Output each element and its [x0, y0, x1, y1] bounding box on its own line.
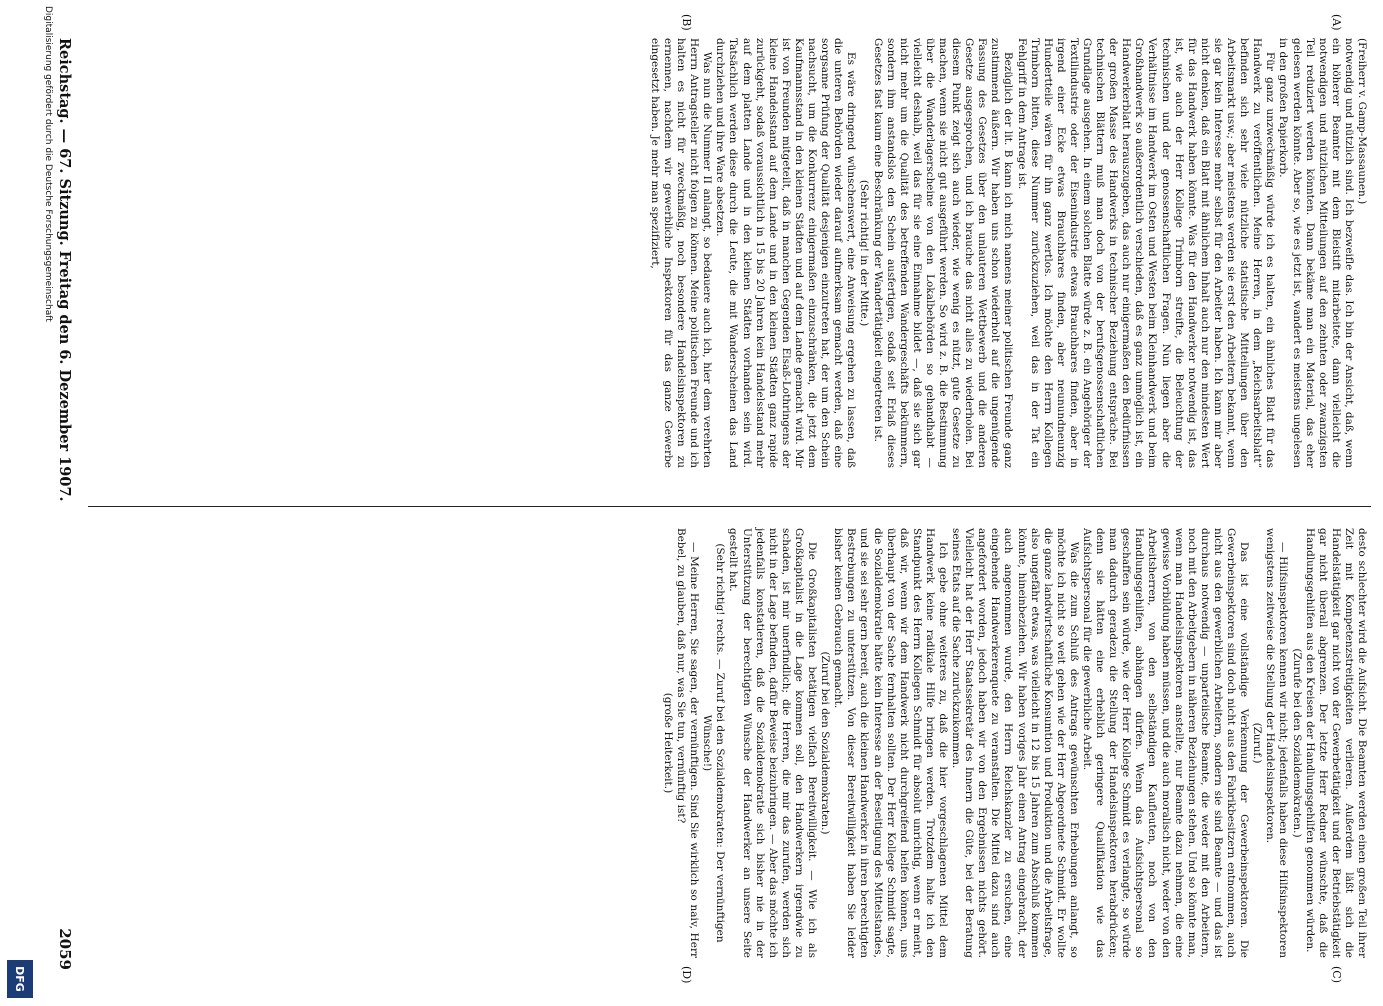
left-column — [88, 38, 1368, 468]
interjection: (Sehr richtig! in der Mitte.) — [858, 179, 871, 327]
paragraph: Für ganz unzweckmäßig würde ich es halten, ein ähnliches Blatt für das Handwerk zu veröffentlichen. Meine Herren, in dem „Reichsarbeitsblatt“ befinden sich sehr viele nützliche statistische Mitteilungen über den Arbeitsmarkt usw.; aber meistens werden sie erst den Arbeitern bekannt, wenn sie gar kein Interesse mehr selbst für den Arbeiter haben. Ich kann mir aber nicht denken, daß ein Blatt mit ähnlichem Inhalt auch nur den mindesten Wert für das Handwerk haben könnte. Was für den Handwerker notwendig ist, das ist, wie auch der Herr Kollege Trimborn streifte, die Beleuchtung der technischen und der genossenschaftlichen Fragen. Nun liegen aber die Verhältnisse im Handwerk im Osten und Westen beim Kleinhandwerk und beim Großhandwerk so außerordentlich verschieden, daß es ganz unmöglich ist, ein Handwerkerblatt herauszugeben, das auch nur einigermaßen den Bedürfnissen der großen Masse des Handwerks in technischer Beziehung entspräche. Bei technischen Blättern muß man doch von der berufsgenossenschaftlichen Grundlage ausgehen. In einem solchen Blatte würde z. B. ein Angehöriger der Textilindustrie oder der Eisenindustrie etwas Brauchbares finden, aber in irgend einer Ecke etwas Brauchbares finden, aber neunundneunzig Hundertteile wären für ihn ganz wertlos. Ich möchte den Herrn Kollegen Trimborn bitten, diese Nummer zurückzuziehen, weil das in der Tat ein Fehlgriff in dem Antrage ist. — [1015, 38, 1277, 468]
paragraph: Es wäre dringend wünschenswert, eine Anweisung ergehen zu lassen, daß die unteren Behörden wieder darauf aufmerksam gemacht werden, daß eine sorgsame Prüfung der Qualität desjenigen einzutreten hat, der um den Schein nachsucht, um die Konkurrenz einigermaßen einzuschränken, die jetzt dem Kaufmannsstand in den kleinen Städten und auf dem Lande gemacht wird. Mir ist von Freunden mitgeteilt, daß in manchen Gegenden Elsaß-Lothringens der kleine Handelsstand auf dem Lande und in den kleinen Städten ganz rapide zurückgeht, sodaß voraussichtlich in 15 bis 20 Jahren kein Handelsstand mehr auf dem platten Lande und in den kleinen Städten vorhanden sein wird. Tatsächlich werden diese durch die Leute, die mit Wanderscheinen das Land durchziehen und ihre Ware absetzen. — [714, 38, 858, 468]
interjection: (Sehr richtig! rechts. — Zuruf bei den Sozialdemokraten: Der vernünftigen Wünsche!) — [701, 543, 727, 943]
margin-marker-d: (D) — [680, 966, 693, 984]
margin-marker-a: (A) — [1330, 14, 1343, 31]
paragraph: Was nun die Nummer II anlangt, so bedauere auch ich, hier dem verehrten Herrn Antragsteller nicht folgen zu können. Meine politischen Freunde und ich halten es nicht für zweckmäßig, noch besondere Handelsinspektoren zu ernennen, nachdem wir gewerbliche Inspektoren für das ganze Gewerbe eingesetzt haben. Je mehr man spezifiziert, — [648, 38, 714, 468]
paragraph: — Hilfsinspektoren kennen wir nicht; jedenfalls haben diese Hilfsinspektoren wenigstens zeitweise die Stellung der Handelsinspektoren. — [1264, 528, 1290, 958]
paragraph: Die Großkapitalisten betätigen vielfach Bereitwilligkeit. — Wie ich als Großkapitalist in die Lage kommen soll, den Handwerkern irgendwie zu schaden, ist mir unerfindlich; die Herren, die mir das zurufen, werden sich nicht in der Lage befinden, dafür Beweise beizubringen. — Aber das möchte ich jedenfalls konstatieren, daß die Sozialdemokratie sich bisher nie in der Unterstützung der berechtigten Wünsche der Handwerker an unsere Seite gestellt hat. — [727, 528, 819, 958]
paragraph: Ich gebe ohne weiteres zu, daß die hier vorgeschlagenen Mittel dem Handwerk keine radikale Hilfe bringen werden. Trotzdem halte ich den Standpunkt des Herrn Kollegen Schmidt für absolut unrichtig, wenn er meint, daß wir, wenn wir dem Handwerk nicht durchgreifend helfen können, uns überhaupt von der Sache fernhalten sollten. Der Herr Kollege Schmidt sagte, die Sozialdemokratie hätte kein Interesse an der Beseitigung des Mittelstandes, und sie sei sehr gern bereit, auch die kleinen Handwerker in ihren berechtigten Bestrebungen zu unterstützen. Von dieser Bereitwilligkeit haben Sie leider bisher keinen Gebrauch gemacht. — [832, 528, 949, 958]
interjection: (große Heiterkeit.) — [662, 692, 675, 794]
margin-marker-b: (B) — [680, 14, 693, 31]
paragraph: Das ist eine vollständige Verkennung der Gewerbeinspektoren. Die Gewerbeinspektoren sind doch nicht aus den Fabrikbesitzern entnommen, auch nicht aus den gewerblichen Arbeitern, sondern sie sind Beamte — und das ist durchaus notwendig — unparteiische Beamte, die weder mit den Arbeitern, noch mit den Arbeitgebern in näheren Beziehungen stehen. Und so könnte man, wenn man Handelsinspektoren anstellte, nur Beamte dazu nehmen, die eine gewisse Vorbildung haben müssen, und die auch moralisch nicht, weder von den Arbeitsherren, von den selbständigen Kaufleuten, noch von den Handlungsgehilfen, abhängen dürfen. Wenn das Aufsichtspersonal so geschaffen sein würde, wie der Herr Kollege Schmidt es verlangte, so würde man dadurch geradezu die Stellung der Handelsinspektoren herabdrücken; denn sie hätten eine erheblich geringere Qualifikation wie das Aufsichtspersonal für die gewerbliche Arbeit. — [1081, 528, 1251, 958]
dfg-logo: DFG — [7, 960, 33, 998]
interjection: (Zurufe bei den Sozialdemokraten.) — [1290, 648, 1303, 838]
paragraph: notwendig und nützlich sind. Ich bezweifle das. Ich bin der Ansicht, daß, wenn ein höherer Beamter mit dem Bleistift mitarbeitete, dann vielleicht die notwendigen und nützlichen Mitteilungen auf den zehnten oder zwanzigsten Teil reduziert werden könnten. Dann bekäme man ein Material, das eher gelesen werden könnte. Aber so, wie es jetzt ist, wandert es meistens ungelesen in den großen Papierkorb. — [1277, 38, 1355, 468]
paragraph: (Freiherr v. Gamp-Massaunen.) — [1356, 38, 1368, 205]
paragraph: Was die zum Schluß des Antrags gewünschten Erhebungen anlangt, so möchte ich nicht so weit gehen wie der Herr Abgeordnete Schmidt. Er wollte die ganze landwirtschaftliche Konsumtion und Produktion und die Arbeitsfrage, also ungefähr etwas, was vielleicht in 12 bis 15 Jahren zum Abschluß kommen könnte, hineinbeziehen. Wir haben voriges Jahr einen Antrag eingebracht, der auch angenommen wurde, den Herrn Reichskanzler zu ersuchen, eine eingehende Handwerkerenquete zu veranstalten. Die Mittel dazu sind auch angefordert worden, jedoch haben wir von den Ergebnissen nichts gehört. Vielleicht hat der Herr Staatssekretär des Innern die Güte, bei der Beratung seines Etats auf die Sache zurückzukommen. — [950, 528, 1080, 958]
interjection: (Zuruf bei den Sozialdemokraten.) — [819, 651, 832, 835]
margin-marker-c: (C) — [1330, 966, 1343, 983]
interjection: (Zuruf.) — [1251, 722, 1264, 764]
paragraph: desto schlechter wird die Aufsicht. Die Beamten werden einen großen Teil ihrer Zeit mit Kompetenzstreitigkeiten verlieren. Außerdem läßt sich die Handelstätigkeit gar nicht von der Gewerbetätigkeit und der Betriebstätigkeit gar nicht überall abgrenzen. Der letzte Herr Redner wünschte, daß die Handlungsgehilfen aus den Kreisen der Handlungsgehilfen genommen würden. — [1303, 528, 1368, 958]
paragraph: — Meine Herren, Sie sagen, der vernünftigen. Sind Sie wirklich so naiv, Herr Bebel, zu glauben, daß nur, was Sie tun, vernünftig ist? — [675, 528, 701, 958]
page-header — [53, 38, 77, 970]
header-title: Reichstag. — 67. Sitzung. Freitag den 6. Dezember 1907. — [56, 38, 74, 502]
page-number: 2059 — [56, 928, 74, 970]
digitization-note: Digitalisierung gefördert durch die Deutsche Forschungsgemeinschaft — [43, 6, 53, 322]
right-column — [588, 528, 1368, 958]
paragraph: Bezüglich der lit. B kann ich mich namens meiner politischen Freunde ganz zustimmend äußern. Wir haben uns schon wiederholt auf die ungenügende Fassung des Gesetzes über den unlauteren Wettbewerb und die anderen Gesetze ausgesprochen, und ich brauche das nicht alles zu wiederholen. Bei diesem Punkt zeigt sich auch wieder, wie wenig es nützt, gute Gesetze zu machen, wenn sie nicht gut ausgeführt werden. So wird z. B. die Bestimmung über die Wanderlagerscheine von den Lokalbehörden so gehandhabt — vielleicht deshalb, weil das für sie eine Einnahme bildet —, daß sie sich gar nicht mehr um die Qualität des betreffenden Wandergeschäfts bekümmern, sondern ihm anstandslos den Schein ausfertigen, sodaß seit Erlaß dieses Gesetzes fast kaum eine Beschränkung der Wandertätigkeit eingetreten ist. — [871, 38, 1015, 468]
column-divider — [88, 506, 1371, 507]
